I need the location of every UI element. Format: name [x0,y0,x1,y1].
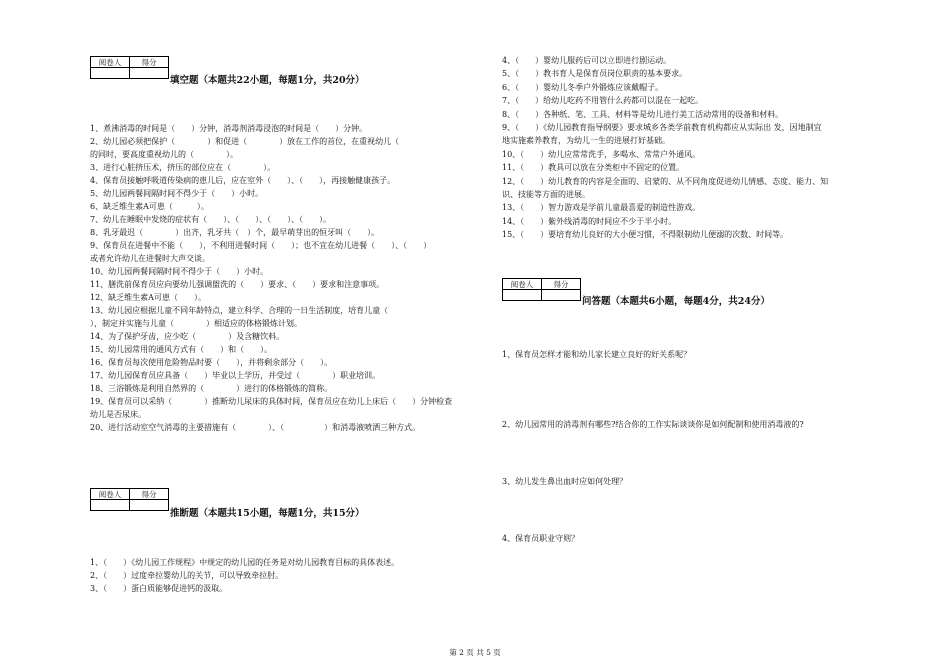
grader-label: 阅卷人 [503,279,542,290]
question-line: 7、（ ）给幼儿吃药不用管什么药都可以混在一起吃。 [502,96,704,106]
question-line: 16、保育员每次使用危险物品时要（ ），并将剩余部分（ ）。 [90,358,333,367]
question-line: 12、缺乏维生素A可患（ ）。 [90,293,206,302]
question-line: 6、（ ）婴幼儿冬季户外锻炼应该戴帽子。 [502,82,664,92]
question-line: 18、三浴锻炼是利用自然界的（ ）进行的体格锻炼的简称。 [90,384,333,393]
question-line: 幼儿是否尿床。 [90,410,146,419]
question-line: 4、保育员接触呼吸道传染病的患儿后，应在室外（ ）、（ ），再接触健康孩子。 [90,176,396,185]
question-line: 13、（ ）智力游戏是学前儿童最喜爱的制造性游戏。 [502,203,701,213]
score-table [90,488,169,511]
question-line: 9、保育员在进餐中不能（ ），不利用进餐时间（ ）；也不宜在幼儿进餐（ ）、（ ） [90,241,432,250]
question-line: 19、保育员可以采纳（ ）推断幼儿尿床的具体时间，保育员应在幼儿上床后（ ）分钟检查 [90,397,453,406]
question-line: 11、（ ）教具可以放在分类柜中不固定的位置。 [502,163,685,173]
question-line: 3、幼儿发生鼻出血时应如何处理？ [502,477,628,486]
question-line: 8、（ ）各种纸、笔、工具、材料等是幼儿进行美工活动常用的设备和材料。 [502,109,784,119]
question-line: 4、保育员职业守则？ [502,534,580,543]
grader-label: 阅卷人 [91,57,130,68]
fill-section-title: 填空题（本题共22小题，每题1分，共20分） [170,75,365,86]
score-label: 得分 [542,279,581,290]
question-line: 2、幼儿园必须把保护（ ）和促进（ ）放在工作的首位，在重视幼儿（ [90,137,416,146]
score-table [502,278,581,301]
question-line: 10、幼儿园两餐间隔时间不得少于（ ）小时。 [90,267,269,276]
question-line: 10、（ ）幼儿应常常洗手，多喝水、常常户外通风。 [502,149,701,159]
score-cell[interactable] [130,68,169,79]
question-line: 12、（ ）幼儿教育的内容是全面的、启蒙的、从不同角度促进幼儿情感、态度、能力、知 [502,176,829,186]
question-line: 6、缺乏维生素A可患（ ）。 [90,202,209,211]
question-line: 5、幼儿园两餐间隔时间不得少于（ ）小时。 [90,189,264,198]
question-line: 5、（ ）教书育人是保育员岗位职责的基本要求。 [502,69,688,79]
score-cell[interactable] [130,500,169,511]
question-line: 1、（ ）《幼儿园工作规程》中规定的幼儿园的任务是对幼儿园教育目标的具体表述。 [90,558,400,567]
question-line: 14、（ ）紫外线消毒的时间应不少于半小时。 [502,216,677,226]
question-line: 3、进行心脏挤压术，挤压的部位应在（ ）。 [90,163,276,172]
grader-cell[interactable] [91,500,130,511]
score-table [90,56,169,79]
question-line: 15、（ ）要培育幼儿良好的大小便习惯，不得限制幼儿便溺的次数、时间等。 [502,230,789,240]
question-line: 的同时，要高度重视幼儿的（ ）。 [90,150,238,159]
qa-score-box [502,278,581,301]
question-line: 2、（ ）过度牵拉婴幼儿的关节，可以导致牵拉肘。 [90,570,284,580]
grader-cell[interactable] [503,290,542,301]
page-number: 第 2 页 共 5 页 [449,648,501,657]
question-line: 2、幼儿园常用的消毒剂有哪些?结合你的工作实际谈谈你是如何配制和使用消毒液的? [502,420,804,429]
question-line: 8、乳牙最迟（ ）出齐，乳牙共（ ）个，最早萌芽出的恒牙叫（ ）。 [90,228,380,237]
score-cell[interactable] [542,290,581,301]
question-line: ），制定并实施与儿童（ ）相适应的体格锻炼计划。 [90,319,302,328]
question-line: 1、保育员怎样才能和幼儿家长建立良好的好关系呢？ [502,350,692,359]
question-line: 7、幼儿在睡眠中发烧的症状有（ ）、（ ）、（ ）、（ ）。 [90,215,332,224]
question-line: 13、幼儿园应根据儿童不同年龄特点，建立科学、合理的一日生活制度，培育儿童（ [90,306,405,315]
grader-cell[interactable] [91,68,130,79]
grader-label: 阅卷人 [91,489,130,500]
question-line: 14、为了保护牙齿，应少吃（ ）及含糖饮料。 [90,332,285,341]
question-line: 地实施素养教育，为幼儿一生的进展打好基础。 [502,136,670,146]
question-line: 3、（ ）蛋白质能够促进钙的汲取。 [90,583,228,593]
score-label: 得分 [130,489,169,500]
score-label: 得分 [130,57,169,68]
qa-section-title: 问答题（本题共6小题，每题4分，共24分） [582,296,770,307]
question-line: 4、（ ）婴幼儿服药后可以立即进行剧运动。 [502,56,672,65]
question-line: 20、进行活动室空气消毒的主要措施有（ ）、（ ）和消毒液喷洒三种方式。 [90,423,421,432]
judge-score-box [90,488,169,511]
question-line: 11、膳洗前保育员应向要幼儿强调盥洗的（ ）要求、（ ）要求和注意事项。 [90,280,385,289]
question-line: 9、（ ）《幼儿园教育指导纲要》要求城乡各类学前教育机构都应从实际出 发，因地制宜 [502,123,822,132]
question-line: 15、幼儿园常用的通风方式有（ ）和（ ）。 [90,345,273,354]
fill-score-box [90,56,169,79]
question-line: 17、幼儿园保育员应具备（ ）毕业以上学历，并受过（ ）职业培训。 [90,371,381,380]
question-line: 或者允许幼儿在进餐时大声交谈。 [90,254,210,263]
judge-section-title: 推断题（本题共15小题，每题1分，共15分） [170,508,365,519]
question-line: 1、煮沸消毒的时间是（ ）分钟，消毒剂消毒浸泡的时间是（ ）分钟。 [90,124,368,133]
question-line: 识、技能等方面的进展。 [502,190,590,199]
